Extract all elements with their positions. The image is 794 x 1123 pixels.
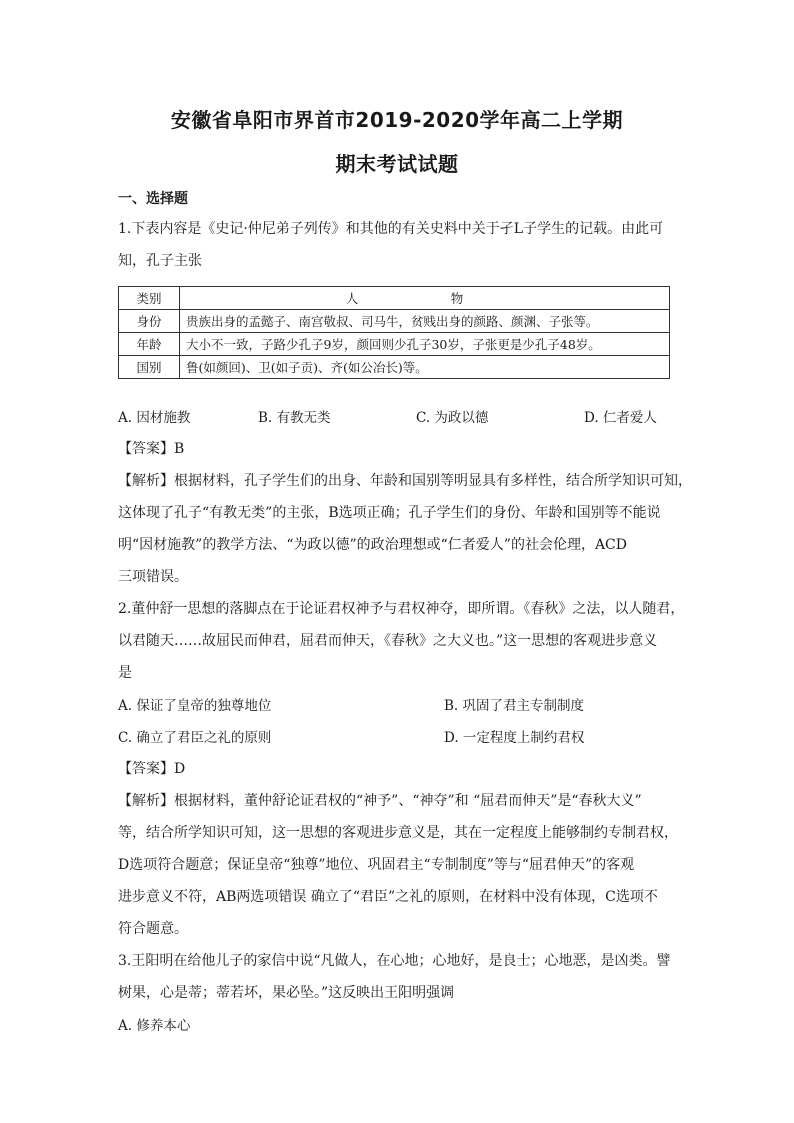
q1-analysis-line: 明“因材施教”的教学方法、“为政以德”的政治理想或“仁者爱人”的社会伦理，ACD xyxy=(118,537,627,553)
table-cell: 身份 xyxy=(119,310,180,333)
q1-analysis-line: 【解析】根据材料，孔子学生们的出身、年龄和国别等明显具有多样性，结合所学知识可知， xyxy=(118,473,692,489)
q2-stem-line: 2.董仲舒一思想的落脚点在于论证君权神予与君权神夺，即所谓。《春秋》之法，以人随君， xyxy=(118,601,685,617)
q3-option-a: A. 修养本心 xyxy=(118,1018,191,1034)
q1-answer: 【答案】B xyxy=(118,441,185,457)
table-header-cell: 人 物 xyxy=(180,287,670,310)
q2-analysis-line: D选项符合题意；保证皇帝“独尊”地位、巩固君主“专制制度”等与“屈君伸天”的客观 xyxy=(118,857,635,873)
q1-table xyxy=(118,286,670,379)
document-title-line1: 安徽省阜阳市界首市2019-2020学年高二上学期 xyxy=(170,108,624,132)
table-cell: 年龄 xyxy=(119,333,180,356)
q1-analysis-line: 三项错误。 xyxy=(118,569,188,585)
table-cell: 贵族出身的孟懿子、南宫敬叔、司马牛，贫贱出身的颜路、颜渊、子张等。 xyxy=(180,310,670,333)
q2-analysis-line: 【解析】根据材料，董仲舒论证君权的“神予”、“神夺”和 “屈君而伸天”是“春秋大义” xyxy=(118,793,642,809)
q1-stem-line2: 知，孔子主张 xyxy=(118,253,202,269)
table-row xyxy=(119,333,670,356)
q1-analysis-line: 这体现了孔子“有教无类”的主张，B选项正确；孔子学生们的身份、年龄和国别等不能说 xyxy=(118,505,661,521)
q3-stem-line: 树果，心是蒂；蒂若坏，果必坠。”这反映出王阳明强调 xyxy=(118,985,455,1001)
q2-answer: 【答案】D xyxy=(118,761,186,777)
q2-stem-line: 以君随天……故屈民而伸君，屈君而伸天，《春秋》之大义也。”这一思想的客观进步意义 xyxy=(118,633,658,649)
q1-option-b: B. 有教无类 xyxy=(258,410,331,426)
q2-option-b: B. 巩固了君主专制制度 xyxy=(444,698,585,714)
q2-stem-line: 是 xyxy=(118,665,132,681)
table-cell: 国别 xyxy=(119,356,180,379)
q1-option-c: C. 为政以德 xyxy=(416,410,489,426)
section-heading: 一、选择题 xyxy=(118,191,188,207)
table-row xyxy=(119,310,670,333)
table-row xyxy=(119,356,670,379)
q2-analysis-line: 进步意义不符，AB两选项错误 确立了“君臣”之礼的原则，在材料中没有体现，C选项不 xyxy=(118,889,658,905)
table-header-row xyxy=(119,287,670,310)
q1-option-a: A. 因材施教 xyxy=(118,410,191,426)
table-header-cell: 类别 xyxy=(119,287,180,310)
q2-option-d: D. 一定程度上制约君权 xyxy=(444,730,585,746)
q1-stem-line1: 1.下表内容是《史记·仲尼弟子列传》和其他的有关史料中关于孑L子学生的记载。由此可 xyxy=(118,221,664,237)
q2-option-a: A. 保证了皇帝的独尊地位 xyxy=(118,698,272,714)
q2-analysis-line: 等，结合所学知识可知，这一思想的客观进步意义是，其在一定程度上能够制约专制君权， xyxy=(118,825,678,841)
q1-option-d: D. 仁者爱人 xyxy=(584,410,657,426)
q2-option-c: C. 确立了君臣之礼的原则 xyxy=(118,730,272,746)
q3-stem-line: 3.王阳明在给他儿子的家信中说“凡做人，在心地；心地好，是良士；心地恶，是凶类。譬 xyxy=(118,953,671,969)
table-cell: 鲁(如颜回)、卫(如子贡)、齐(如公冶长)等。 xyxy=(180,356,670,379)
document-title-line2: 期末考试试题 xyxy=(335,152,459,176)
table-cell: 大小不一致，子路少孔子9岁，颜回则少孔子30岁，子张更是少孔子48岁。 xyxy=(180,333,670,356)
q2-analysis-line: 符合题意。 xyxy=(118,921,188,937)
